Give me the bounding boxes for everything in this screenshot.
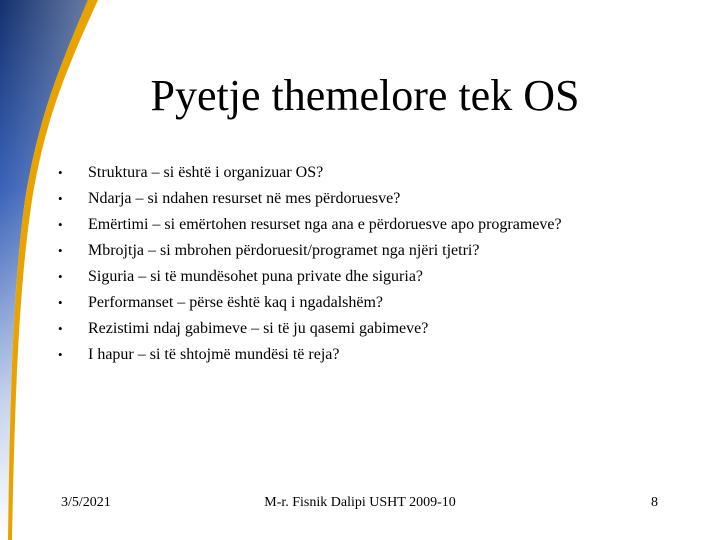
bullet-item <box>52 316 692 342</box>
bullet-text: Mbrojtja – si mbrohen përdoruesit/programet nga njëri tjetri? <box>88 242 480 259</box>
footer-date: 3/5/2021 <box>61 495 111 510</box>
bullet-dot-icon: • <box>58 321 63 336</box>
bullet-text: I hapur – si të shtojmë mundësi të reja? <box>88 346 340 363</box>
slide-title <box>0 68 720 124</box>
bullet-dot-icon: • <box>58 347 63 362</box>
bullet-text: Ndarja – si ndahen resurset në mes përdoruesve? <box>88 190 401 207</box>
bullet-item <box>52 290 692 316</box>
bullet-dot-icon: • <box>58 217 63 232</box>
bullet-text: Performanset – përse është kaq i ngadalshëm? <box>88 294 384 311</box>
bullet-item <box>52 160 692 186</box>
bullet-text: Rezistimi ndaj gabimeve – si të ju qasemi gabimeve? <box>88 320 429 337</box>
slide-title-text: Pyetje themelore tek OS <box>150 71 580 120</box>
bullet-text: Siguria – si të mundësohet puna private dhe siguria? <box>88 268 424 285</box>
bullet-dot-icon: • <box>58 295 63 310</box>
bullet-item <box>52 238 692 264</box>
footer-author: M-r. Fisnik Dalipi USHT 2009-10 <box>264 495 456 510</box>
bullet-item <box>52 342 692 368</box>
bullet-dot-icon: • <box>58 191 63 206</box>
bullet-dot-icon: • <box>58 243 63 258</box>
footer-page-number: 8 <box>651 495 658 510</box>
bullet-text: Emërtimi – si emërtohen resurset nga ana e përdoruesve apo programeve? <box>88 216 562 233</box>
bullet-dot-icon: • <box>58 165 63 180</box>
bullet-item <box>52 212 692 238</box>
bullet-dot-icon: • <box>58 269 63 284</box>
bullet-item <box>52 264 692 290</box>
bullet-list <box>52 160 692 368</box>
bullet-item <box>52 186 692 212</box>
bullet-text: Struktura – si është i organizuar OS? <box>88 164 324 181</box>
